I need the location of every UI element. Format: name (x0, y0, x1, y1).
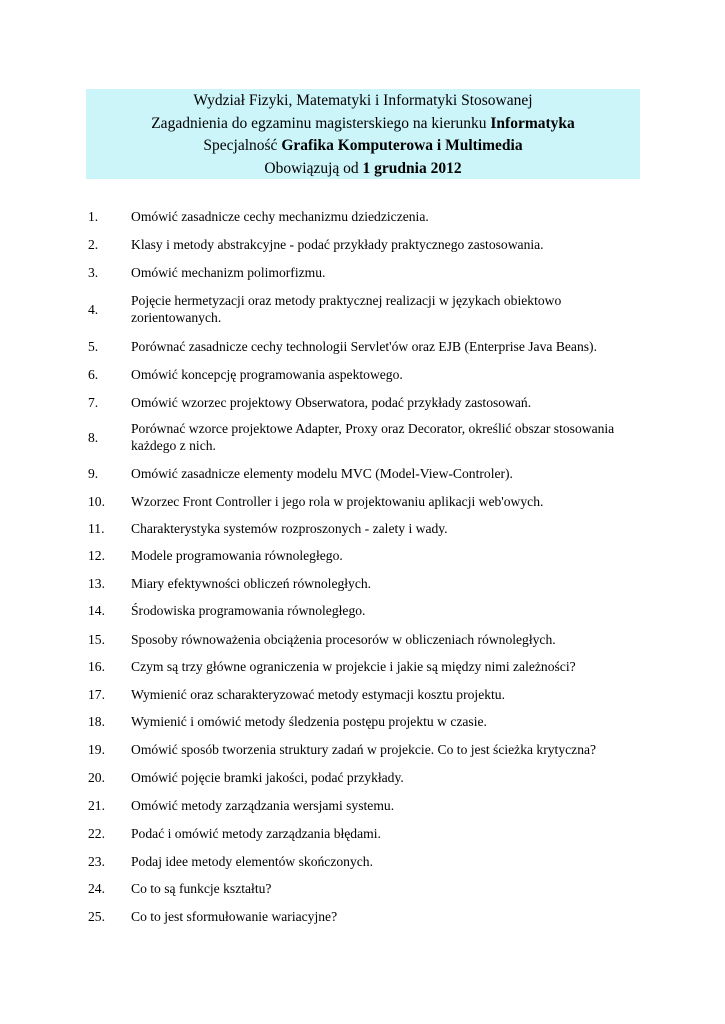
question-text: Omówić zasadnicze cechy mechanizmu dziedziczenia. (131, 209, 429, 224)
question-text: Omówić zasadnicze elementy modelu MVC (Model-View-Controler). (131, 466, 513, 481)
field-of-study: Informatyka (490, 114, 575, 132)
question-text: Miary efektywności obliczeń równoległych. (131, 576, 372, 591)
question-text: Wymienić oraz scharakteryzować metody estymacji kosztu projektu. (131, 687, 506, 702)
question-text: Porównać wzorce projektowe Adapter, Proxy oraz Decorator, określić obszar stosowania każdego z nich. (131, 421, 615, 453)
question-number: 19. (88, 742, 105, 757)
question-text: Charakterystyka systemów rozproszonych - zalety i wady. (131, 521, 448, 536)
question-number: 23. (88, 854, 105, 869)
question-number: 25. (88, 909, 105, 924)
question-number: 7. (88, 395, 99, 410)
specialization-line (86, 135, 640, 158)
question-number: 18. (88, 714, 105, 729)
question-text: Omówić wzorzec projektowy Obserwatora, podać przykłady zastosowań. (131, 395, 532, 410)
specialization-prefix: Specjalność (203, 137, 282, 154)
question-number: 11. (88, 521, 105, 536)
specialization-name: Grafika Komputerowa i Multimedia (281, 137, 523, 154)
question-text: Czym są trzy główne ograniczenia w projekcie i jakie są między nimi zależności? (131, 659, 576, 674)
question-text: Co to jest sformułowanie wariacyjne? (131, 909, 338, 924)
effective-date-prefix: Obowiązują od (264, 159, 363, 177)
question-number: 12. (88, 548, 105, 563)
exam-subject-line (86, 113, 640, 136)
question-text: Podaj idee metody elementów skończonych. (131, 854, 373, 869)
question-number: 20. (88, 770, 105, 785)
question-number: 17. (88, 687, 105, 702)
question-text: Modele programowania równoległego. (131, 548, 343, 563)
exam-subject-prefix: Zagadnienia do egzaminu magisterskiego na kierunku (151, 114, 491, 132)
question-number: 15. (88, 632, 105, 647)
question-number: 8. (88, 430, 99, 445)
question-number: 1. (88, 209, 99, 224)
question-text: Klasy i metody abstrakcyjne - podać przykłady praktycznego zastosowania. (131, 237, 544, 252)
question-text: Środowiska programowania równoległego. (131, 603, 366, 618)
document-header (86, 89, 640, 179)
question-number: 22. (88, 826, 105, 841)
question-number: 13. (88, 576, 105, 591)
question-text: Wzorzec Front Controller i jego rola w projektowaniu aplikacji web'owych. (131, 494, 544, 509)
question-number: 2. (88, 237, 99, 252)
question-text: Porównać zasadnicze cechy technologii Servlet'ów oraz EJB (Enterprise Java Beans). (131, 339, 597, 354)
question-text: Omówić metody zarządzania wersjami systemu. (131, 798, 395, 813)
question-text: Omówić pojęcie bramki jakości, podać przykłady. (131, 770, 404, 785)
question-text: Co to są funkcje kształtu? (131, 881, 272, 896)
question-number: 10. (88, 494, 105, 509)
effective-date: 1 grudnia 2012 (362, 159, 462, 177)
question-text: Omówić sposób tworzenia struktury zadań w projekcie. Co to jest ścieżka krytyczna? (131, 742, 597, 757)
question-number: 9. (88, 466, 99, 481)
question-text: Wymienić i omówić metody śledzenia postępu projektu w czasie. (131, 714, 487, 729)
question-number: 3. (88, 265, 99, 280)
effective-date-line (86, 158, 640, 181)
faculty-name: Wydział Fizyki, Matematyki i Informatyki Stosowanej (193, 92, 533, 109)
question-text: Omówić koncepcję programowania aspektowego. (131, 367, 403, 382)
question-text: Pojęcie hermetyzacji oraz metody praktycznej realizacji w językach obiektowo zorientowanych. (131, 293, 562, 325)
question-text: Sposoby równoważenia obciążenia procesorów w obliczeniach równoległych. (131, 632, 556, 647)
question-text: Omówić mechanizm polimorfizmu. (131, 265, 326, 280)
question-text: Podać i omówić metody zarządzania błędami. (131, 826, 381, 841)
question-number: 6. (88, 367, 99, 382)
question-number: 4. (88, 302, 99, 317)
question-number: 5. (88, 339, 99, 354)
question-number: 21. (88, 798, 105, 813)
question-number: 24. (88, 881, 105, 896)
question-number: 16. (88, 659, 105, 674)
question-number: 14. (88, 603, 105, 618)
